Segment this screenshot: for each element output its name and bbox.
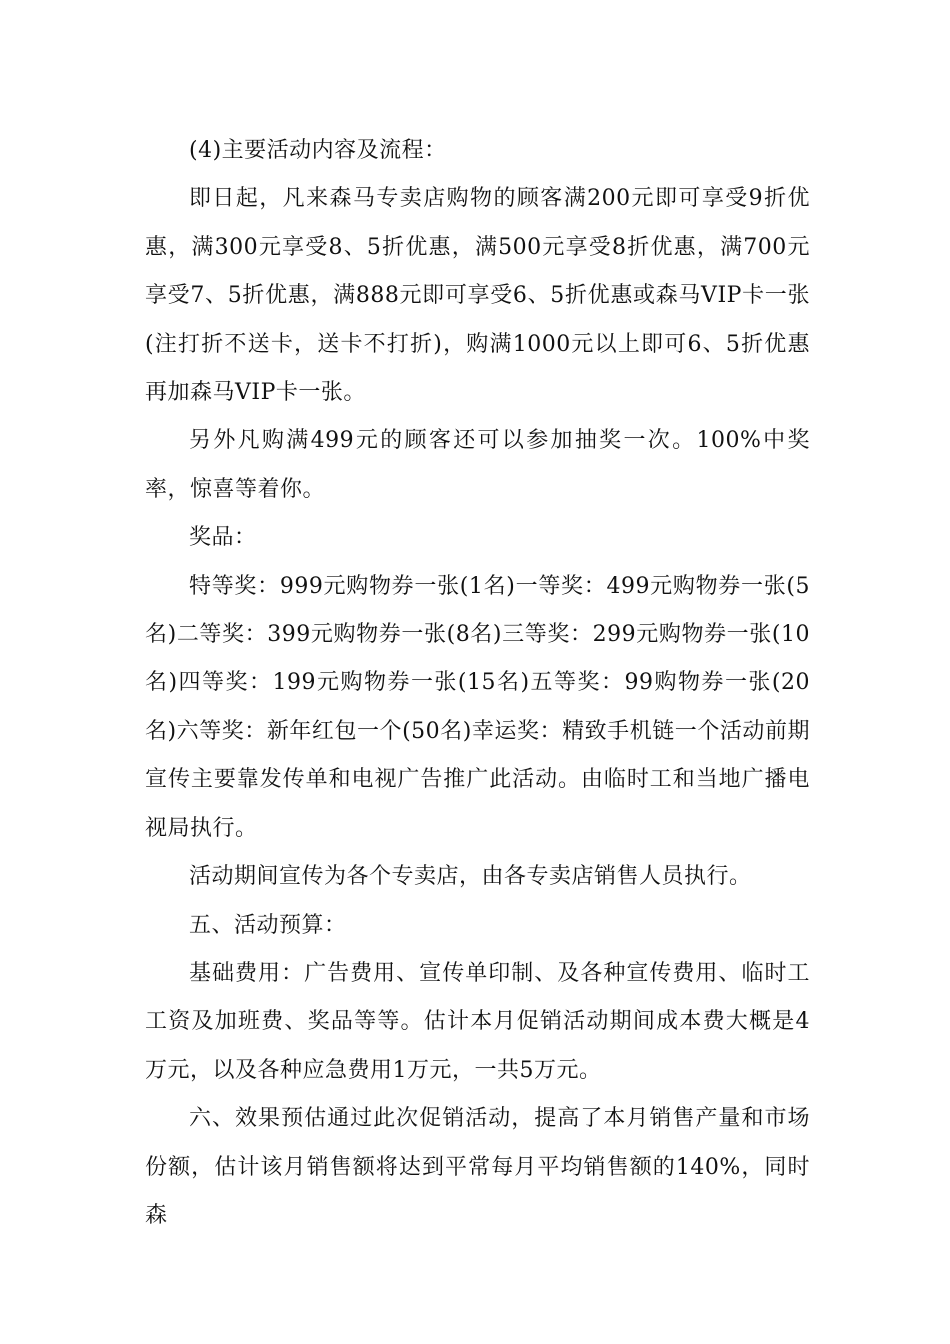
paragraph-lottery: 另外凡购满499元的顾客还可以参加抽奖一次。100%中奖率，惊喜等着你。 (145, 428, 810, 502)
document-body (145, 127, 810, 1240)
paragraph-budget-heading: 五、活动预算： (189, 912, 347, 938)
paragraph-effect-estimate: 六、效果预估通过此次促销活动，提高了本月销售产量和市场份额，估计该月销售额将达到平常每月平均销售额的140%，同时森 (145, 1106, 810, 1228)
paragraph-activity-content-heading: (4)主要活动内容及流程： (189, 138, 447, 163)
paragraph-store-promotion: 活动期间宣传为各个专卖店，由各专卖店销售人员执行。 (189, 864, 752, 890)
paragraph-budget-details: 基础费用：广告费用、宣传单印制、及各种宣传费用、临时工工资及加班费、奖品等等。估计本月促销活动期间成本费大概是4万元，以及各种应急费用1万元，一共5万元。 (145, 960, 810, 1083)
paragraph-discount-rules: 即日起，凡来森马专卖店购物的顾客满200元即可享受9折优惠，满300元享受8、5折优惠，满500元享受8折优惠，满700元享受7、5折优惠，满888元即可享受6、5折优惠或森马VIP卡一张(注打折不送卡，送卡不打折)，购满1000元以上即可6、5折优惠再加森马VIP卡一张。 (145, 186, 810, 406)
paragraph-prizes-heading: 奖品： (189, 525, 257, 551)
paragraph-prize-list: 特等奖：999元购物券一张(1名)一等奖：499元购物券一张(5名)二等奖：399元购物券一张(8名)三等奖：299元购物券一张(10名)四等奖：199元购物券一张(15名)五等奖：99购物券一张(20名)六等奖：新年红包一个(50名)幸运奖：精致手机链一个活动前期宣传主要靠发传单和电视广告推广此活动。由临时工和当地广播电视局执行。 (145, 573, 810, 841)
